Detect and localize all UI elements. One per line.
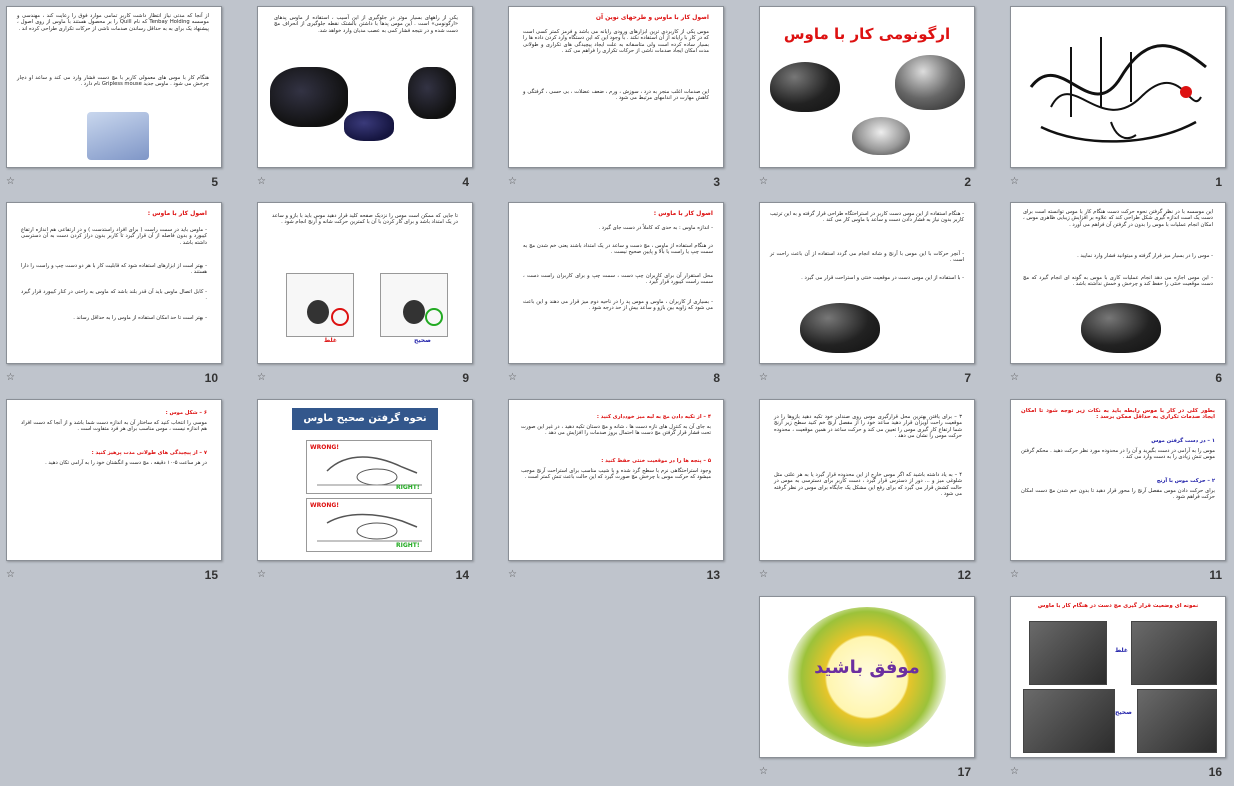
slide-body: وجود استراحتگاهی نرم با سطح گرد شده و با شیب مناسب برای استراحت آرنج موجب میشود که حرکت موس با چرخش مچ صورت گیرد که این حالت باعث تنش کمتر است . <box>521 468 711 481</box>
slide-transition-icon: ☆ <box>6 372 15 383</box>
slide-8[interactable] <box>508 202 724 364</box>
list-item: در هنگام استفاده از ماوس ، مچ دست و ساعد در یک امتداد باشند یعنی خم شدن مچ به سمت چپ یا راست یا بالا و پایین صحیح نیست . <box>523 243 713 256</box>
slide-transition-icon: ☆ <box>508 569 517 580</box>
slide-number: 8 <box>713 371 720 385</box>
slide-1[interactable] <box>1010 6 1226 168</box>
slide-transition-icon: ☆ <box>257 569 266 580</box>
slide-thumb-15[interactable] <box>6 399 222 589</box>
slide-thumb-12[interactable] <box>759 399 975 589</box>
slide-thumb-17[interactable] <box>759 596 975 786</box>
slide-6[interactable] <box>1010 202 1226 364</box>
slide-transition-icon: ☆ <box>1010 569 1019 580</box>
slide-number: 13 <box>706 568 720 582</box>
right-label: صحیح <box>1115 709 1132 716</box>
slide-thumb-6[interactable] <box>1010 202 1226 392</box>
slide-body: ۳ – برای یافتن بهترین محل قرارگیری موس روی صندلی خود تکیه دهید بازوها را در موقعیت راحت آویزان قرار دهید ساعد خود را از مفصل آرنج خم کنید سطح زیر آرنج شما ارتفاع کار گیری موس را تعیین می کند و حرکت ساعد در همین موقعیت ، محدوده حرکت موس را نشان می دهد . <box>774 414 962 439</box>
slide-number: 2 <box>964 175 971 189</box>
gripless-mouse-photo <box>87 112 149 160</box>
slide-17[interactable] <box>759 596 975 758</box>
slide-title: ارگونومی کار با ماوس <box>783 25 951 43</box>
slide-3[interactable] <box>508 6 724 168</box>
slide-thumb-10[interactable] <box>6 202 222 392</box>
slide-body: تا جایی که ممکن است موس را نزدیک صفحه کلید قرار دهید موس باید با بازو و ساعد در یک امتداد باشد و برای کار کردن با آن با کمترین حرکت شانه و آرنج انجام شود . <box>272 213 458 226</box>
list-item: - کابل اتصال ماوس باید آن قدر بلند باشد که ماوس به راحتی در کنار کیبورد قرار گیرد . <box>21 289 207 302</box>
slide-body: - موس را در بسیار میز قرار گرفته و میتوانید فشار وارد نمایید . <box>1077 253 1213 259</box>
slide-15[interactable] <box>6 399 222 561</box>
slide-transition-icon: ☆ <box>1010 372 1019 383</box>
slide-heading: اصول کار با ماوس و طرحهای نوین آن <box>595 14 709 21</box>
slide-heading: نمونه ای وضعیت قرار گیری مچ دست در هنگام کار با ماوس <box>1037 603 1199 609</box>
slide-5[interactable] <box>6 6 222 168</box>
slide-body: - این موس اجازه می دهد انجام عملیات کاری با موس به گونه ای انجام گیرد که مچ دست موقعیت خنثی را حفظ کند و چرخش و خمش نداشته باشد . <box>1023 275 1213 288</box>
slide-body: برای حرکت دادن موس مفصل آرنج را محور قرار دهید تا بدون خم شدن مچ دست امکان حرکت فراهم شود . <box>1021 488 1215 501</box>
wrong-posture-diagram <box>286 273 354 337</box>
posture-photo <box>1131 621 1217 685</box>
mousepad-image <box>408 67 456 119</box>
slide-number: 10 <box>204 371 218 385</box>
list-item: - ماوس باید در سمت راست ( برای افراد راستدست ) و در ارتفاعی هم اندازه ارتفاع کیبورد و بدون فاصله از آن قرار گیرد تا کاربر بدون دراز کردن دست به آن دسترسی داشته باشد . <box>21 227 207 246</box>
slide-transition-icon: ☆ <box>257 176 266 187</box>
slide-body: - آنچر حرکات با این موس با آرنج و شانه انجام می گردد استفاده از آن باعث راحت تر است . <box>770 251 964 264</box>
slide-number: 12 <box>957 568 971 582</box>
slide-body: این صدمات اغلب منجر به درد ، سوزش ، ورم ، ضعف عضلات ، بی حسی ، گرفتگی و کاهش مهارت در اندامهای مرتبط می شود . <box>523 89 709 102</box>
slide-number: 17 <box>957 765 971 779</box>
slide-number: 14 <box>455 568 469 582</box>
slide-transition-icon: ☆ <box>1010 176 1019 187</box>
gripless-mouse-image <box>800 303 880 353</box>
right-label: RIGHT! <box>396 484 420 491</box>
slide-number: 9 <box>462 371 469 385</box>
slide-thumb-5[interactable] <box>6 6 222 196</box>
slide-thumb-14[interactable] <box>257 399 473 589</box>
slide-thumb-4[interactable] <box>257 6 473 196</box>
slide-thumb-16[interactable] <box>1010 596 1226 786</box>
slide-thumb-11[interactable] <box>1010 399 1226 589</box>
slide-transition-icon: ☆ <box>759 766 768 777</box>
slide-transition-icon: ☆ <box>508 176 517 187</box>
slide-thumb-9[interactable] <box>257 202 473 392</box>
slide-10[interactable] <box>6 202 222 364</box>
slide-16[interactable] <box>1010 596 1226 758</box>
slide-11[interactable] <box>1010 399 1226 561</box>
slide-thumb-7[interactable] <box>759 202 975 392</box>
right-posture-diagram <box>380 273 448 337</box>
mouse-image <box>895 55 965 110</box>
slide-thumb-13[interactable] <box>508 399 724 589</box>
right-label: RIGHT! <box>396 542 420 549</box>
wrong-label: غلط <box>324 337 337 344</box>
slide-transition-icon: ☆ <box>257 372 266 383</box>
slide-heading: اصول کار با ماوس : <box>147 210 207 217</box>
slide-number: 5 <box>211 175 218 189</box>
slide-body: - هنگام استفاده از این موس دست کاربر در استراحتگاه طراحی قرار گرفته و به این ترتیب کاربر بدون نیاز به فشار دادن دست و ساعد با ماوس کار می کند . <box>770 211 964 224</box>
gripless-mouse-image <box>1081 303 1161 353</box>
slide-thumb-8[interactable] <box>508 202 724 392</box>
wrong-label: WRONG! <box>310 502 340 509</box>
slide-transition-icon: ☆ <box>508 372 517 383</box>
closing-text: موفق باشید <box>814 657 920 678</box>
slide-heading: ۵ – پنجه ها را در موقعیت خنثی حفظ کنید : <box>601 458 711 464</box>
slide-transition-icon: ☆ <box>1010 766 1019 777</box>
slide-subheading: ۱ – در دست گرفتن موس <box>1151 438 1215 444</box>
slide-transition-icon: ☆ <box>759 569 768 580</box>
slide-body: این موسسه با در نظر گرفتن نحوه حرکت دست هنگام کار با موس توانسته است برای دست یک است اندازه گیری شکل طراحی کند که علاوه بر افزایش زیبایی ظاهری موس ، امکان انجام عملیات با موس را بدون در گرفتن آن فراهم می آورد . <box>1023 209 1213 228</box>
slide-heading: اصول کار با ماوس : <box>653 210 713 217</box>
list-item: - بهتر است تا حد امکان استفاده از ماوس را به حداقل رساند . <box>73 315 207 321</box>
slide-12[interactable] <box>759 399 975 561</box>
mouse-image <box>852 117 910 155</box>
list-item: - اندازه ماوس : به حدی که کاملاً در دست جای گیرد . <box>598 225 713 231</box>
slide-heading: ۶ – شکل موس : <box>165 410 207 416</box>
slide-transition-icon: ☆ <box>759 372 768 383</box>
slide-number: 15 <box>204 568 218 582</box>
slide-body: موس را به آرامی در دست بگیرید و آن را در محدوده مورد نظر حرکت دهید . محکم گرفتن موس تنش زیادی را به دست وارد می کند . <box>1021 448 1215 461</box>
slide-body: موس یکی از کاربردی ترین ابزارهای ورودی رایانه می باشد و فرمز کمتر کسی است که در کار با رایانه از آن استفاده نکند . با وجود این که این دستگاه وارد کردن داده ها را بسیار ساده کرده است ولی متاسفانه به علت ایجاد پیچیدگی های تکراری و طولانی مدت امکان ایجاد صدمات ناشی از حرکات تکراری را فراهم می کند . <box>523 29 709 54</box>
posture-photo <box>1137 689 1217 753</box>
slide-body: - با استفاده از این موس دست در موقعیت خنثی و استراحت قرار می گیرد . <box>801 275 964 281</box>
slide-7[interactable] <box>759 202 975 364</box>
slide-9[interactable] <box>257 202 473 364</box>
right-label: صحیح <box>414 337 431 344</box>
slide-title-banner: نحوه گرفتن صحیح ماوس <box>292 408 438 430</box>
slide-transition-icon: ☆ <box>6 176 15 187</box>
slide-thumb-3[interactable] <box>508 6 724 196</box>
slide-body: به جای آن به کنترل های نازه دست ها ، شانه و مچ دستان تکیه دهید ، در غیر این صورت تحت فشار قرار گرفتن مچ دست ها احتمال بروز صدمات را افزایش می دهد . <box>521 424 711 437</box>
slide-subheading: ۲ – حرکت موس با آرنج <box>1156 478 1215 484</box>
slide-body: ۴ – به یاد داشته باشید که اگر موس خارج از این محدوده قرار گیرد یا به هر علتی مثل شلوغی میز و ... دور از دسترس قرار گیرد ، دست کاربر برای دسترسی به موس در حالت کشش قرار می گیرد که برای رفع این مشکل یک جایگاه برای موس در نظر گرفته می شود . <box>774 472 962 497</box>
slide-number: 6 <box>1215 371 1222 385</box>
slide-body: هنگام کار با موس های معمولی کاربر با مچ دست فشار وارد می کند و ساعد او دچار چرخش می شود . ماوس جدید Gripless mouse نام دارد . <box>17 75 209 88</box>
slide-number: 4 <box>462 175 469 189</box>
slide-2[interactable] <box>759 6 975 168</box>
slide-heading: ۷ – از پیچیدگی های طولانی مدت پرهیز کنید : <box>91 450 207 456</box>
wrong-label: غلط <box>1115 647 1128 654</box>
slide-number: 3 <box>713 175 720 189</box>
wrong-label: WRONG! <box>310 444 340 451</box>
list-item: - بسیاری از کاربران ، ماوس و موس پد را در ناحیه دوم میز قرار می دهند و این باعث می شود که زاویه بین بازو و ساعد بیش از حد درجه شود . <box>523 299 713 312</box>
posture-photo <box>1029 621 1107 685</box>
slide-number: 11 <box>1209 568 1222 582</box>
slide-4[interactable] <box>257 6 473 168</box>
calligraphy-image <box>1011 7 1225 167</box>
slide-thumb-2[interactable] <box>759 6 975 196</box>
slide-14[interactable] <box>257 399 473 561</box>
list-item: - بهتر است از ابزارهای استفاده شود که قابلیت کار با هر دو دست چپ و راست را دارا هستند . <box>21 263 207 276</box>
slide-body: موسی را انتخاب کنید که ساختار آن به اندازه دست شما باشد و از آنجا که دست افراد هم اندازه نیست ، موس مناسب برای هر فرد متفاوت است . <box>21 420 207 433</box>
slide-body: از آنجا که مدتی نیاز انتظار داشت کاربر تمامی موارد فوق را رعایت کند ، مهندسی و موسسه Tenbay Holding که نام Quill را بر محصول هستند با ماوس از روی اصول ، پیشنهاد یک برای به به حداقل رساندن صدمات ناشی از حرکات تکراری طراحی کرده اند . <box>17 13 209 32</box>
slide-body: یکی از راههای بسیار موثر در جلوگیری از این آسیب ، استفاده از ماوس پدهای «ارگونومی» است . این موس پدها با داشتن بالشتک نقطه جلوگیری از انحراف مچ دست شده و در نتیجه فشار کمی به عصب مدیان وارد خواهد شد. <box>274 15 458 34</box>
slide-transition-icon: ☆ <box>759 176 768 187</box>
slide-heading: ۴ – از تکیه دادن مچ به لبه میز خودداری کنید : <box>596 414 711 420</box>
slide-number: 1 <box>1215 175 1222 189</box>
slide-transition-icon: ☆ <box>6 569 15 580</box>
posture-photo <box>1023 689 1115 753</box>
slide-thumb-1[interactable] <box>1010 6 1226 196</box>
mouse-image <box>770 62 840 112</box>
mousepad-image <box>270 67 348 127</box>
slide-heading: بطور کلی در کار با موس رابطه باید به نکات زیر توجه شود تا امکان ایجاد صدمات تکراری به حداقل ممکن برسد : <box>1021 408 1215 421</box>
mousepad-image <box>344 111 394 141</box>
slide-body: در هر ساعت ۵-۱۰ دقیقه ، مچ دست و انگشتان خود را به آرامی تکان دهید . <box>45 460 207 466</box>
slide-number: 7 <box>964 371 971 385</box>
list-item: محل استقرار آن برای کاربران چپ دست ، سمت چپ و برای کاربران راست دست ، سمت راست کیبورد قرار گیرد . <box>523 273 713 286</box>
slide-number: 16 <box>1208 765 1222 779</box>
slide-13[interactable] <box>508 399 724 561</box>
